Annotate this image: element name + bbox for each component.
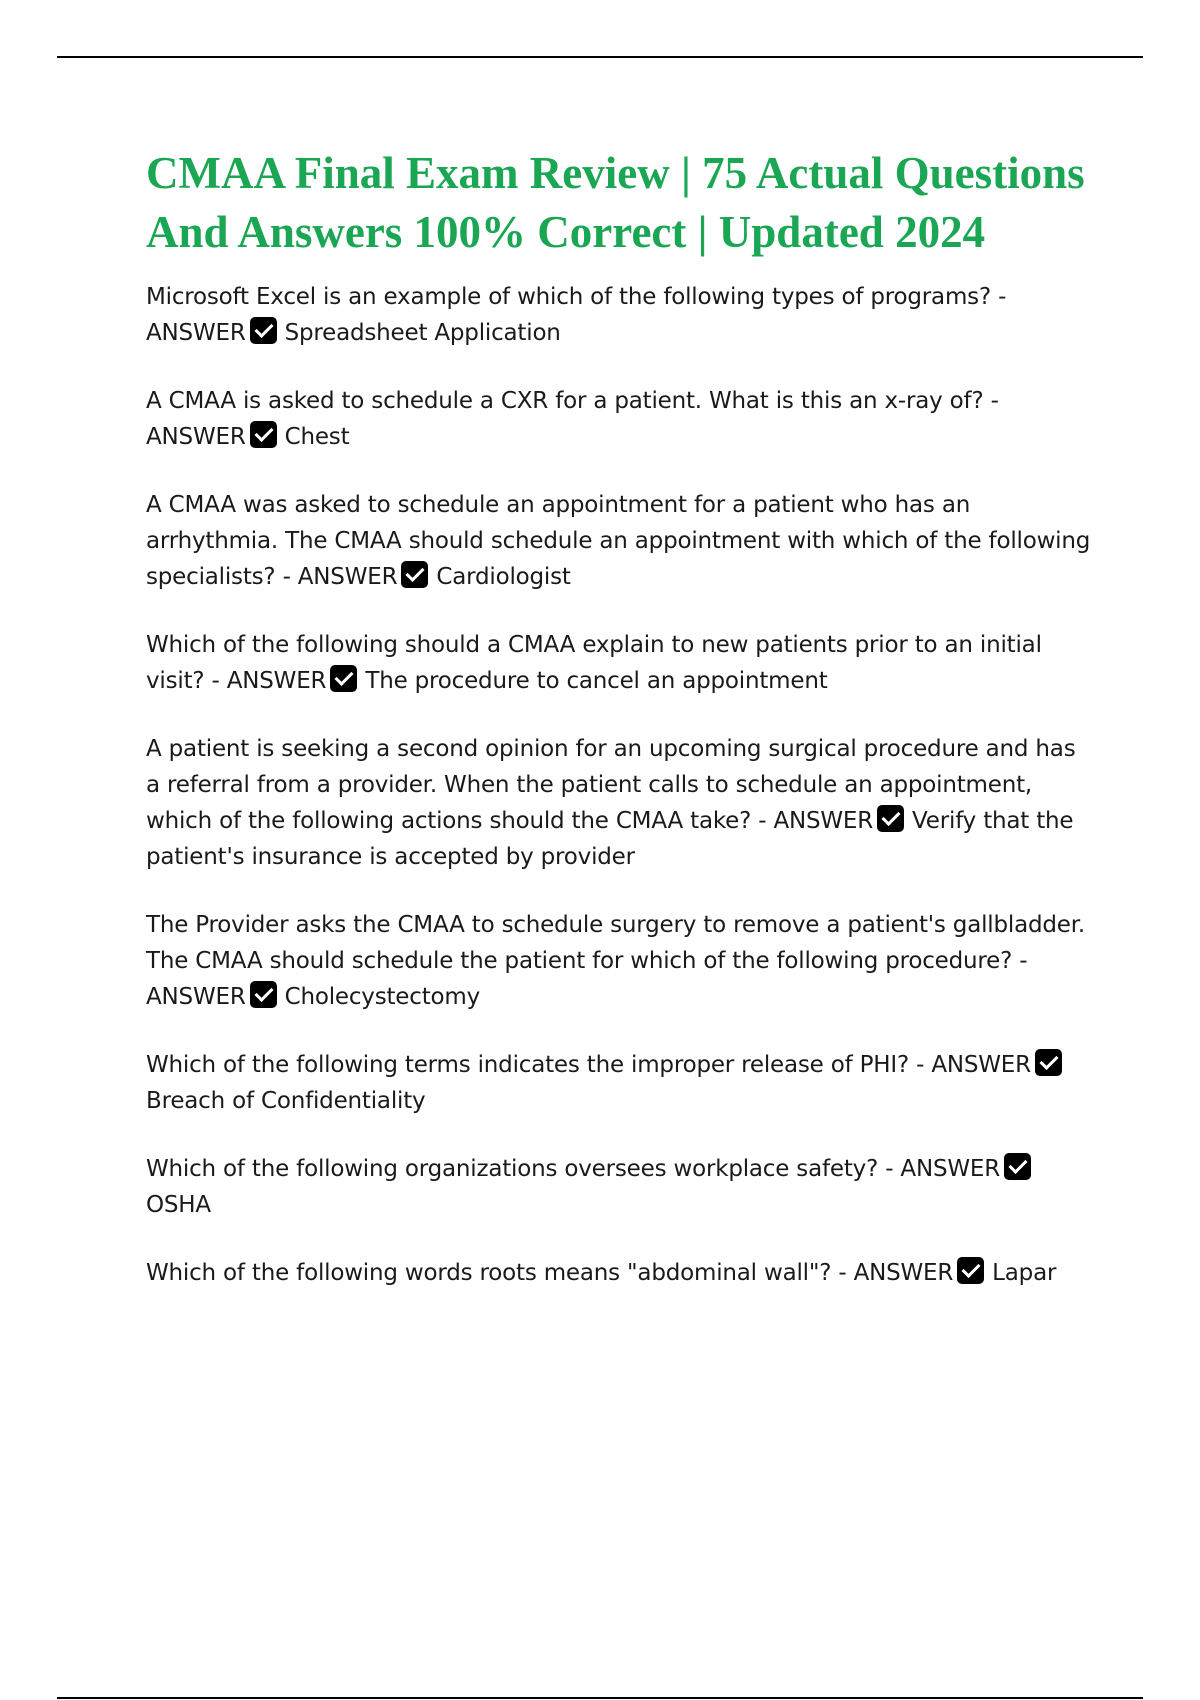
answer-marker: - ANSWER	[146, 388, 999, 450]
qa-item	[146, 487, 1096, 595]
question-text: A CMAA was asked to schedule an appointment for a patient who has an arrhythmia. The CMAA should schedule an appointment with which of the following specialists?	[146, 492, 1091, 590]
checkmark-icon	[877, 805, 904, 832]
answer-text: OSHA	[146, 1192, 211, 1218]
checkmark-icon	[250, 421, 277, 448]
answer-text: Verify that the patient's insurance is accepted by provider	[146, 808, 1074, 870]
question-text: Which of the following should a CMAA explain to new patients prior to an initial visit?	[146, 632, 1042, 694]
qa-item	[146, 383, 1096, 455]
question-text: A patient is seeking a second opinion for an upcoming surgical procedure and has a referral from a provider. When the patient calls to schedule an appointment, which of the following actions should the CMAA take?	[146, 736, 1076, 834]
question-text: Which of the following words roots means "abdominal wall"?	[146, 1260, 832, 1286]
qa-item	[146, 731, 1096, 875]
answer-text: The procedure to cancel an appointment	[365, 668, 828, 694]
answer-text: Breach of Confidentiality	[146, 1088, 426, 1114]
checkmark-icon	[1035, 1049, 1062, 1076]
answer-text: Cardiologist	[436, 564, 571, 590]
top-rule	[57, 56, 1143, 58]
question-text: The Provider asks the CMAA to schedule surgery to remove a patient's gallbladder. The CMAA should schedule the patient for which of the following procedure?	[146, 912, 1085, 974]
answer-marker: - ANSWER	[211, 668, 327, 694]
qa-item	[146, 279, 1096, 351]
question-text: Which of the following terms indicates the improper release of PHI?	[146, 1052, 909, 1078]
question-text: Microsoft Excel is an example of which of the following types of programs?	[146, 284, 991, 310]
answer-marker: - ANSWER	[146, 284, 1007, 346]
answer-text: Lapar	[992, 1260, 1057, 1286]
qa-item	[146, 1255, 1096, 1291]
qa-item	[146, 907, 1096, 1015]
document-title: CMAA Final Exam Review | 75 Actual Questions And Answers 100% Correct | Updated 2024	[146, 148, 1085, 257]
checkmark-icon	[250, 317, 277, 344]
checkmark-icon	[250, 981, 277, 1008]
answer-text: Chest	[284, 424, 350, 450]
qa-item	[146, 1151, 1096, 1223]
answer-marker: - ANSWER	[885, 1156, 1001, 1182]
question-text: Which of the following organizations oversees workplace safety?	[146, 1156, 879, 1182]
answer-marker: - ANSWER	[758, 808, 874, 834]
qa-item	[146, 627, 1096, 699]
answer-text: Cholecystectomy	[284, 984, 481, 1010]
question-text: A CMAA is asked to schedule a CXR for a patient. What is this an x-ray of?	[146, 388, 984, 414]
qa-list	[146, 279, 1096, 1291]
document-body	[146, 144, 1096, 1323]
checkmark-icon	[330, 665, 357, 692]
answer-text: Spreadsheet Application	[284, 320, 561, 346]
answer-marker: - ANSWER	[282, 564, 398, 590]
checkmark-icon	[957, 1257, 984, 1284]
answer-marker: - ANSWER	[916, 1052, 1031, 1078]
checkmark-icon	[1004, 1153, 1031, 1180]
qa-item	[146, 1047, 1096, 1119]
bottom-rule	[57, 1697, 1143, 1699]
answer-marker: - ANSWER	[838, 1260, 954, 1286]
checkmark-icon	[401, 561, 428, 588]
answer-marker: - ANSWER	[146, 948, 1028, 1010]
